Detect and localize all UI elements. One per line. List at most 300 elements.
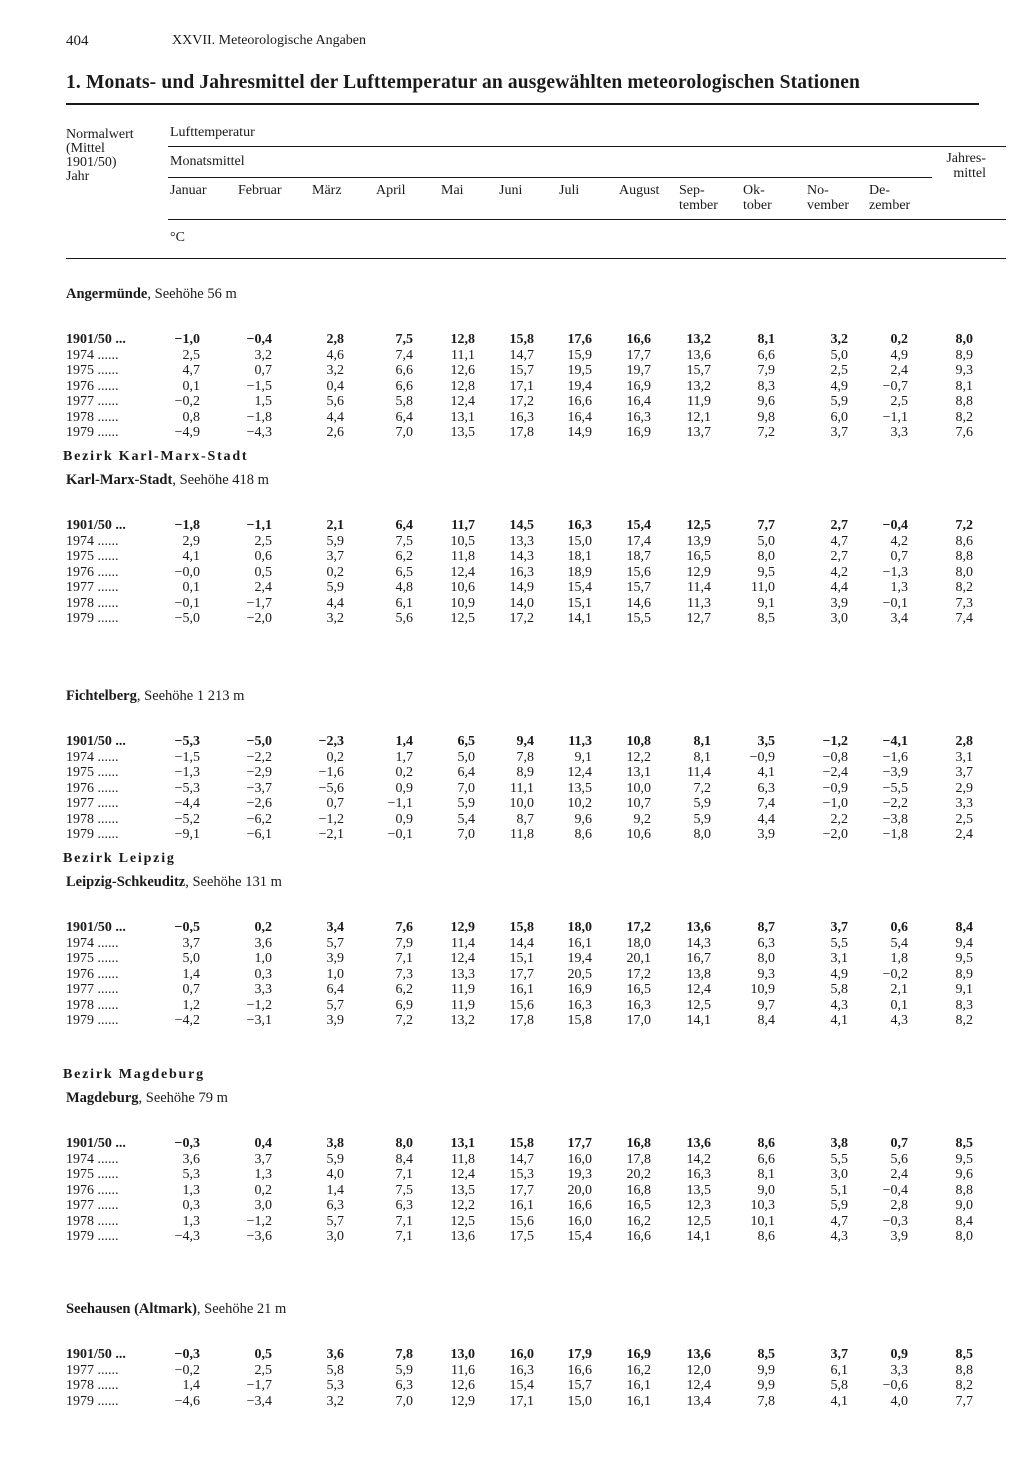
cell-month-7: 16,6 — [567, 1362, 592, 1378]
cell-month-8: 17,2 — [626, 966, 651, 982]
cell-month-6: 16,1 — [509, 1198, 534, 1213]
cell-month-3: 5,8 — [326, 1362, 344, 1378]
cell-jahresmittel: 8,5 — [955, 1136, 973, 1151]
cell-month-4: 6,6 — [395, 363, 413, 378]
cell-month-6: 17,1 — [509, 1393, 534, 1409]
cell-month-7: 12,4 — [567, 765, 592, 780]
cell-month-11: 6,0 — [830, 409, 848, 425]
cell-month-9: 13,2 — [686, 378, 711, 394]
cell-month-11: 4,7 — [830, 1213, 848, 1229]
row-label: 1974 ...... — [66, 749, 119, 765]
cell-month-1: 1,3 — [182, 1213, 200, 1229]
cell-month-2: −3,4 — [246, 1393, 272, 1409]
cell-month-4: 6,4 — [395, 409, 413, 425]
cell-month-4: 7,1 — [395, 1229, 413, 1244]
cell-month-7: 19,4 — [567, 951, 592, 966]
station-heading — [66, 874, 282, 891]
cell-month-6: 17,1 — [509, 378, 534, 394]
cell-month-2: −6,2 — [246, 811, 272, 827]
cell-month-10: 7,8 — [757, 1393, 775, 1409]
cell-month-8: 16,9 — [626, 1347, 651, 1362]
cell-month-8: 10,6 — [626, 827, 651, 842]
header-month-september-1: Sep- — [679, 183, 705, 198]
cell-month-3: 5,7 — [326, 1213, 344, 1229]
station-elevation: , Seehöhe 79 m — [138, 1090, 228, 1106]
cell-month-7: 16,3 — [567, 997, 592, 1013]
cell-month-9: 11,3 — [687, 595, 711, 611]
station-name: Leipzig-Schkeuditz — [66, 874, 186, 890]
cell-month-5: 11,4 — [451, 935, 475, 951]
cell-month-6: 17,8 — [509, 1013, 534, 1028]
cell-month-2: 0,2 — [254, 920, 272, 935]
cell-month-2: −1,5 — [246, 378, 272, 394]
cell-month-6: 16,0 — [509, 1347, 534, 1362]
cell-month-12: 4,3 — [890, 1013, 908, 1028]
table-row — [0, 1229, 1024, 1244]
cell-month-8: 12,2 — [626, 749, 651, 765]
cell-month-4: 0,9 — [395, 780, 413, 796]
bezirk-heading: Bezirk Karl-Marx-Stadt — [63, 449, 249, 464]
cell-month-5: 13,6 — [450, 1229, 475, 1244]
cell-month-5: 12,9 — [450, 920, 475, 935]
cell-month-6: 17,7 — [509, 1182, 534, 1198]
cell-month-3: 5,7 — [326, 997, 344, 1013]
cell-jahresmittel: 8,2 — [955, 1013, 973, 1028]
cell-month-12: 3,3 — [890, 1362, 908, 1378]
cell-jahresmittel: 7,2 — [955, 518, 973, 533]
table-row — [0, 534, 1024, 549]
cell-month-2: −2,9 — [246, 765, 272, 780]
cell-month-10: 9,0 — [757, 1182, 775, 1198]
cell-month-5: 11,6 — [451, 1362, 475, 1378]
cell-month-2: −1,7 — [246, 595, 272, 611]
cell-jahresmittel: 7,4 — [955, 611, 973, 626]
cell-jahresmittel: 8,4 — [955, 1213, 973, 1229]
cell-jahresmittel: 2,9 — [955, 780, 973, 796]
cell-month-3: 2,1 — [326, 518, 344, 533]
row-label: 1977 ...... — [66, 1362, 119, 1378]
cell-month-3: −2,3 — [318, 734, 344, 749]
row-label: 1978 ...... — [66, 409, 119, 425]
cell-month-4: 6,5 — [395, 564, 413, 580]
cell-month-10: 9,8 — [757, 409, 775, 425]
cell-month-10: 9,7 — [757, 997, 775, 1013]
cell-month-10: 9,5 — [757, 564, 775, 580]
cell-month-11: −0,8 — [822, 749, 848, 765]
chapter-heading: XXVII. Meteorologische Angaben — [172, 33, 367, 48]
cell-month-4: 8,0 — [395, 1136, 413, 1151]
cell-jahresmittel: 2,8 — [955, 734, 973, 749]
cell-jahresmittel: 2,5 — [955, 811, 973, 827]
cell-month-12: 4,9 — [890, 347, 908, 363]
cell-month-1: 1,2 — [182, 997, 200, 1013]
row-label: 1901/50 ... — [66, 1347, 126, 1362]
cell-jahresmittel: 9,3 — [955, 363, 973, 378]
cell-month-4: 4,8 — [395, 580, 413, 595]
row-label: 1976 ...... — [66, 966, 119, 982]
cell-month-12: −0,4 — [882, 1182, 908, 1198]
cell-month-2: 3,2 — [254, 347, 272, 363]
table-row — [0, 1167, 1024, 1182]
cell-month-5: 11,9 — [451, 982, 475, 997]
cell-jahresmittel: 8,9 — [955, 347, 973, 363]
cell-month-12: 1,8 — [890, 951, 908, 966]
cell-month-7: 16,0 — [567, 1151, 592, 1167]
cell-month-10: 8,5 — [757, 1347, 775, 1362]
cell-month-5: 10,9 — [450, 595, 475, 611]
cell-month-8: 15,4 — [626, 518, 651, 533]
cell-jahresmittel: 9,5 — [955, 951, 973, 966]
cell-month-7: 15,8 — [567, 1013, 592, 1028]
station-elevation: , Seehöhe 418 m — [172, 472, 269, 488]
cell-month-5: 10,5 — [450, 533, 475, 549]
cell-month-4: 6,3 — [395, 1198, 413, 1213]
station-elevation: , Seehöhe 131 m — [185, 874, 282, 890]
cell-month-4: 7,5 — [395, 332, 413, 347]
row-label: 1978 ...... — [66, 811, 119, 827]
cell-month-12: 2,4 — [890, 363, 908, 378]
cell-month-6: 9,4 — [516, 734, 534, 749]
cell-month-5: 12,6 — [450, 1378, 475, 1393]
station-name: Fichtelberg — [66, 688, 137, 704]
cell-month-9: 12,9 — [686, 564, 711, 580]
cell-month-3: 5,3 — [326, 1378, 344, 1393]
cell-jahresmittel: 7,6 — [955, 425, 973, 440]
cell-month-6: 14,7 — [509, 347, 534, 363]
cell-month-9: 12,5 — [686, 997, 711, 1013]
header-month-juni: Juni — [499, 183, 523, 198]
cell-jahresmittel: 8,8 — [955, 394, 973, 409]
header-month-oktober-1: Ok- — [743, 183, 765, 198]
cell-month-4: 1,7 — [395, 749, 413, 765]
cell-month-6: 15,3 — [509, 1167, 534, 1182]
station-elevation: , Seehöhe 21 m — [196, 1301, 287, 1317]
cell-jahresmittel: 9,6 — [955, 1167, 973, 1182]
cell-month-8: 19,7 — [626, 363, 651, 378]
cell-month-5: 12,9 — [450, 1393, 475, 1409]
cell-month-11: 5,1 — [830, 1182, 848, 1198]
cell-month-1: −5,3 — [174, 780, 200, 796]
cell-month-6: 15,4 — [509, 1378, 534, 1393]
station-elevation: , Seehöhe 1 213 m — [136, 688, 245, 704]
cell-month-6: 17,5 — [509, 1229, 534, 1244]
row-label: 1974 ...... — [66, 935, 119, 951]
cell-month-12: 5,6 — [890, 1151, 908, 1167]
table-title: 1. Monats- und Jahresmittel der Lufttemperatur an ausgewählten meteorologischen Stationen — [66, 72, 861, 93]
cell-month-8: 17,0 — [626, 1013, 651, 1028]
cell-month-12: 4,2 — [890, 533, 908, 549]
cell-month-9: 13,6 — [686, 347, 711, 363]
cell-month-5: 12,4 — [450, 564, 475, 580]
cell-month-4: 6,2 — [395, 549, 413, 564]
table-row — [0, 518, 1024, 533]
cell-month-8: 14,6 — [626, 595, 651, 611]
cell-month-4: 6,3 — [395, 1378, 413, 1393]
cell-month-3: −1,6 — [318, 765, 344, 780]
cell-month-11: 5,9 — [830, 394, 848, 409]
cell-month-2: −3,1 — [246, 1013, 272, 1028]
cell-month-8: 16,4 — [626, 394, 651, 409]
cell-month-12: −0,1 — [882, 595, 908, 611]
cell-month-8: 16,9 — [626, 425, 651, 440]
cell-month-5: 5,9 — [457, 796, 475, 811]
station-name: Angermünde — [66, 286, 148, 302]
header-month-oktober-2: tober — [743, 198, 772, 213]
cell-month-1: −4,3 — [174, 1229, 200, 1244]
cell-month-5: 6,4 — [457, 765, 475, 780]
cell-month-12: −0,3 — [882, 1213, 908, 1229]
cell-month-1: 3,7 — [182, 935, 200, 951]
cell-month-1: 1,4 — [182, 966, 200, 982]
table-row — [0, 1152, 1024, 1167]
station-heading — [66, 688, 244, 705]
cell-month-1: −0,1 — [174, 595, 200, 611]
cell-month-12: 4,0 — [890, 1393, 908, 1409]
cell-month-3: 0,7 — [326, 796, 344, 811]
cell-month-8: 15,5 — [626, 611, 651, 626]
row-label: 1975 ...... — [66, 765, 119, 780]
cell-month-9: 16,3 — [686, 1167, 711, 1182]
cell-month-11: 4,9 — [830, 966, 848, 982]
cell-month-5: 6,5 — [457, 734, 475, 749]
cell-month-6: 11,1 — [510, 780, 534, 796]
cell-month-3: 1,0 — [326, 966, 344, 982]
header-monatsmittel: Monatsmittel — [170, 154, 245, 169]
cell-month-1: −1,0 — [174, 332, 200, 347]
cell-month-1: 0,7 — [182, 982, 200, 997]
cell-month-6: 15,8 — [509, 1136, 534, 1151]
cell-month-1: 1,4 — [182, 1378, 200, 1393]
row-label: 1979 ...... — [66, 1229, 119, 1244]
cell-month-7: 16,1 — [567, 935, 592, 951]
cell-month-2: −1,2 — [246, 1213, 272, 1229]
cell-month-5: 5,0 — [457, 749, 475, 765]
cell-month-2: −5,0 — [246, 734, 272, 749]
cell-month-9: 8,1 — [693, 734, 711, 749]
cell-month-1: −5,0 — [174, 611, 200, 626]
cell-month-4: −1,1 — [387, 796, 413, 811]
cell-month-7: 16,6 — [567, 1198, 592, 1213]
cell-month-4: 7,6 — [395, 920, 413, 935]
cell-month-1: −0,0 — [174, 564, 200, 580]
cell-jahresmittel: 8,1 — [955, 378, 973, 394]
table-row — [0, 1183, 1024, 1198]
cell-month-10: 6,3 — [757, 780, 775, 796]
row-label: 1901/50 ... — [66, 1136, 126, 1151]
cell-month-4: 7,0 — [395, 425, 413, 440]
table-row — [0, 565, 1024, 580]
cell-month-9: 13,5 — [686, 1182, 711, 1198]
row-label: 1975 ...... — [66, 951, 119, 966]
cell-month-8: 16,3 — [626, 409, 651, 425]
cell-jahresmittel: 9,5 — [955, 1151, 973, 1167]
cell-month-8: 16,6 — [626, 1229, 651, 1244]
cell-month-1: −1,3 — [174, 765, 200, 780]
cell-month-5: 12,5 — [450, 611, 475, 626]
cell-month-8: 17,8 — [626, 1151, 651, 1167]
header-month-maerz: März — [312, 183, 342, 198]
cell-month-9: 14,1 — [686, 1013, 711, 1028]
cell-month-4: 0,2 — [395, 765, 413, 780]
cell-jahresmittel: 8,8 — [955, 1182, 973, 1198]
cell-month-6: 16,3 — [509, 564, 534, 580]
table-row — [0, 734, 1024, 749]
cell-month-9: 12,5 — [686, 518, 711, 533]
cell-month-3: 5,9 — [326, 533, 344, 549]
table-row — [0, 1347, 1024, 1362]
header-month-september-2: tember — [679, 198, 718, 213]
cell-month-8: 10,0 — [626, 780, 651, 796]
table-row — [0, 812, 1024, 827]
cell-month-9: 11,9 — [687, 394, 711, 409]
cell-month-10: 9,9 — [757, 1378, 775, 1393]
cell-month-3: 3,2 — [326, 611, 344, 626]
cell-month-7: 15,4 — [567, 1229, 592, 1244]
cell-month-7: 9,1 — [574, 749, 592, 765]
cell-month-12: 2,8 — [890, 1198, 908, 1213]
cell-month-9: 13,6 — [686, 1347, 711, 1362]
cell-month-1: −4,2 — [174, 1013, 200, 1028]
cell-month-4: 7,1 — [395, 1213, 413, 1229]
cell-month-9: 13,8 — [686, 966, 711, 982]
cell-jahresmittel: 8,4 — [955, 920, 973, 935]
cell-month-10: 10,3 — [750, 1198, 775, 1213]
cell-month-5: 11,7 — [451, 518, 475, 533]
cell-month-11: 5,8 — [830, 982, 848, 997]
cell-month-10: 8,1 — [757, 332, 775, 347]
cell-month-4: 5,6 — [395, 611, 413, 626]
table-row — [0, 1214, 1024, 1229]
table-row — [0, 363, 1024, 378]
cell-month-12: −1,8 — [882, 827, 908, 842]
cell-month-12: −4,1 — [882, 734, 908, 749]
header-month-april: April — [376, 183, 406, 198]
cell-month-12: −1,1 — [882, 409, 908, 425]
cell-month-8: 10,8 — [626, 734, 651, 749]
cell-jahresmittel: 3,1 — [955, 749, 973, 765]
cell-month-3: 3,2 — [326, 363, 344, 378]
header-month-mai: Mai — [441, 183, 464, 198]
cell-month-4: 6,9 — [395, 997, 413, 1013]
cell-month-7: 15,1 — [567, 595, 592, 611]
cell-month-1: 0,1 — [182, 378, 200, 394]
cell-month-1: −1,8 — [174, 518, 200, 533]
cell-jahresmittel: 2,4 — [955, 827, 973, 842]
row-label: 1976 ...... — [66, 1182, 119, 1198]
cell-month-6: 17,7 — [509, 966, 534, 982]
cell-month-7: 20,0 — [567, 1182, 592, 1198]
cell-month-11: 4,9 — [830, 378, 848, 394]
cell-month-1: −4,4 — [174, 796, 200, 811]
cell-month-1: −4,6 — [174, 1393, 200, 1409]
cell-month-2: 1,0 — [254, 951, 272, 966]
row-label: 1978 ...... — [66, 997, 119, 1013]
cell-month-10: 7,2 — [757, 425, 775, 440]
cell-month-10: 8,4 — [757, 1013, 775, 1028]
row-label: 1979 ...... — [66, 611, 119, 626]
cell-month-8: 16,8 — [626, 1182, 651, 1198]
cell-month-9: 15,7 — [686, 363, 711, 378]
cell-month-9: 8,0 — [693, 827, 711, 842]
cell-month-7: 16,3 — [567, 518, 592, 533]
table-row — [0, 765, 1024, 780]
cell-jahresmittel: 8,3 — [955, 997, 973, 1013]
cell-month-9: 8,1 — [693, 749, 711, 765]
cell-month-6: 11,8 — [510, 827, 534, 842]
header-month-dezember-1: De- — [869, 183, 890, 198]
cell-month-1: 4,7 — [182, 363, 200, 378]
cell-month-6: 15,1 — [509, 951, 534, 966]
cell-month-3: 4,0 — [326, 1167, 344, 1182]
cell-month-8: 16,9 — [626, 378, 651, 394]
cell-month-2: −2,2 — [246, 749, 272, 765]
cell-month-8: 17,2 — [626, 920, 651, 935]
cell-month-10: 8,3 — [757, 378, 775, 394]
cell-month-5: 12,5 — [450, 1213, 475, 1229]
cell-month-1: 2,5 — [182, 347, 200, 363]
cell-month-10: 6,3 — [757, 935, 775, 951]
cell-month-3: 0,2 — [326, 564, 344, 580]
cell-month-12: −0,6 — [882, 1378, 908, 1393]
cell-jahresmittel: 7,3 — [955, 595, 973, 611]
cell-month-6: 14,5 — [509, 518, 534, 533]
cell-month-3: 5,7 — [326, 935, 344, 951]
cell-month-11: 5,0 — [830, 347, 848, 363]
station-name: Magdeburg — [66, 1090, 139, 1106]
cell-month-7: 15,0 — [567, 1393, 592, 1409]
cell-month-11: −1,0 — [822, 796, 848, 811]
cell-month-2: 1,5 — [254, 394, 272, 409]
cell-month-3: 0,2 — [326, 749, 344, 765]
row-label: 1976 ...... — [66, 564, 119, 580]
cell-month-3: 6,4 — [326, 982, 344, 997]
cell-month-9: 5,9 — [693, 811, 711, 827]
cell-month-10: 10,1 — [750, 1213, 775, 1229]
cell-month-5: 11,8 — [451, 1151, 475, 1167]
cell-month-7: 15,0 — [567, 533, 592, 549]
cell-month-3: 4,4 — [326, 409, 344, 425]
cell-month-9: 14,3 — [686, 935, 711, 951]
cell-month-12: −0,7 — [882, 378, 908, 394]
cell-month-1: 4,1 — [182, 549, 200, 564]
cell-month-2: 0,4 — [254, 1136, 272, 1151]
header-month-dezember-2: zember — [869, 198, 911, 213]
cell-month-2: 0,5 — [254, 564, 272, 580]
cell-month-8: 15,6 — [626, 564, 651, 580]
cell-month-11: 2,2 — [830, 811, 848, 827]
cell-month-7: 14,1 — [567, 611, 592, 626]
cell-month-5: 7,0 — [457, 827, 475, 842]
cell-month-6: 14,9 — [509, 580, 534, 595]
cell-month-5: 11,1 — [451, 347, 475, 363]
cell-month-6: 14,7 — [509, 1151, 534, 1167]
cell-month-2: −1,8 — [246, 409, 272, 425]
cell-month-6: 8,7 — [516, 811, 534, 827]
cell-month-11: 3,1 — [830, 951, 848, 966]
cell-jahresmittel: 8,0 — [955, 1229, 973, 1244]
cell-month-11: 5,5 — [830, 1151, 848, 1167]
row-label: 1979 ...... — [66, 1393, 119, 1409]
cell-month-5: 13,5 — [450, 425, 475, 440]
table-row — [0, 410, 1024, 425]
row-label: 1901/50 ... — [66, 332, 126, 347]
cell-month-1: −0,2 — [174, 394, 200, 409]
cell-month-11: 5,8 — [830, 1378, 848, 1393]
header-rule-1 — [168, 146, 1006, 147]
page-number: 404 — [66, 33, 89, 49]
table-row — [0, 1136, 1024, 1151]
cell-month-10: 9,3 — [757, 966, 775, 982]
